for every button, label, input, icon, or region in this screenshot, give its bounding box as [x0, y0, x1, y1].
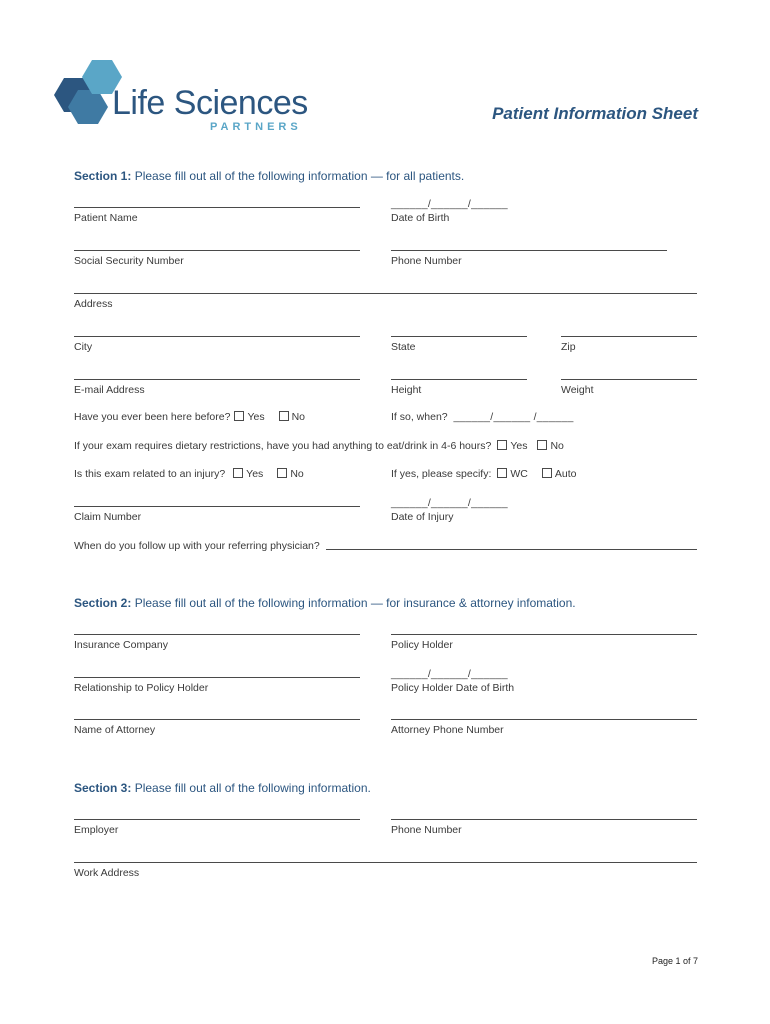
address-label: Address — [74, 298, 113, 310]
city-field[interactable] — [74, 336, 360, 337]
attorney-phone-label: Attorney Phone Number — [391, 724, 504, 736]
relationship-label: Relationship to Policy Holder — [74, 682, 209, 694]
email-field[interactable] — [74, 379, 360, 380]
date-of-injury-label: Date of Injury — [391, 511, 454, 523]
ssn-label: Social Security Number — [74, 255, 184, 267]
logo-title: Life Sciences — [112, 84, 308, 122]
section3-heading-bold: Section 3: — [74, 781, 132, 795]
section2-heading-bold: Section 2: — [74, 596, 132, 610]
wc-checkbox[interactable] — [497, 468, 507, 478]
weight-field[interactable] — [561, 379, 697, 380]
attorney-name-field[interactable] — [74, 719, 360, 720]
employer-phone-label: Phone Number — [391, 824, 462, 836]
state-field[interactable] — [391, 336, 527, 337]
work-address-field[interactable] — [74, 862, 697, 863]
been-here-no-checkbox[interactable] — [279, 411, 289, 421]
patient-name-label: Patient Name — [74, 212, 138, 224]
injury-specify — [391, 468, 577, 480]
employer-field[interactable] — [74, 819, 360, 820]
date-of-birth-field[interactable]: ______/______/______ — [391, 198, 508, 210]
injury-question — [74, 468, 304, 480]
zip-field[interactable] — [561, 336, 697, 337]
if-so-when-label: If so, when? — [391, 411, 448, 423]
if-so-when — [391, 411, 574, 423]
policy-holder-dob-field[interactable]: ______/______/______ — [391, 668, 508, 680]
phone-number-label: Phone Number — [391, 255, 462, 267]
been-here-yes-label: Yes — [247, 411, 265, 423]
been-here-question-text: Have you ever been here before? — [74, 411, 231, 423]
injury-no-label: No — [290, 468, 304, 480]
dietary-no-checkbox[interactable] — [537, 440, 547, 450]
injury-specify-text: If yes, please specify: — [391, 468, 492, 480]
city-label: City — [74, 341, 93, 353]
claim-number-field[interactable] — [74, 506, 360, 507]
section3-heading-text: Please fill out all of the following information. — [134, 781, 371, 795]
document-title: Patient Information Sheet — [492, 104, 698, 123]
height-field[interactable] — [391, 379, 527, 380]
state-label: State — [391, 341, 416, 353]
employer-label: Employer — [74, 824, 119, 836]
dietary-yes-checkbox[interactable] — [497, 440, 507, 450]
policy-holder-label: Policy Holder — [391, 639, 453, 651]
wc-label: WC — [510, 468, 528, 480]
weight-label: Weight — [561, 384, 594, 396]
policy-holder-dob-label: Policy Holder Date of Birth — [391, 682, 515, 694]
height-label: Height — [391, 384, 422, 396]
dietary-yes-label: Yes — [510, 440, 528, 452]
work-address-label: Work Address — [74, 867, 140, 879]
section1-heading-text: Please fill out all of the following information — for all patients. — [134, 169, 465, 183]
employer-phone-field[interactable] — [391, 819, 697, 820]
page-number: Page 1 of 7 — [651, 956, 698, 966]
dietary-question-text: If your exam requires dietary restrictions, have you had anything to eat/drink in 4-6 hours? — [74, 440, 492, 452]
if-so-when-date-field[interactable]: ______/______ /______ — [453, 411, 574, 423]
attorney-phone-field[interactable] — [391, 719, 697, 720]
auto-label: Auto — [554, 468, 577, 480]
insurance-company-field[interactable] — [74, 634, 360, 635]
dietary-no-label: No — [550, 440, 564, 452]
been-here-question — [74, 411, 305, 423]
section2-heading — [74, 596, 576, 610]
dietary-question — [74, 440, 564, 452]
been-here-no-label: No — [291, 411, 306, 423]
date-of-birth-label: Date of Birth — [391, 212, 450, 224]
policy-holder-field[interactable] — [391, 634, 697, 635]
follow-up-field[interactable] — [326, 549, 697, 550]
zip-label: Zip — [561, 341, 576, 353]
ssn-field[interactable] — [74, 250, 360, 251]
follow-up-question: When do you follow up with your referring physician? — [74, 540, 320, 552]
phone-number-field[interactable] — [391, 250, 667, 251]
relationship-field[interactable] — [74, 677, 360, 678]
injury-yes-checkbox[interactable] — [233, 468, 243, 478]
injury-no-checkbox[interactable] — [277, 468, 287, 478]
patient-name-field[interactable] — [74, 207, 360, 208]
injury-question-text: Is this exam related to an injury? — [74, 468, 226, 480]
injury-yes-label: Yes — [246, 468, 264, 480]
address-field[interactable] — [74, 293, 697, 294]
auto-checkbox[interactable] — [542, 468, 552, 478]
section1-heading-bold: Section 1: — [74, 169, 132, 183]
section3-heading — [74, 781, 371, 795]
been-here-yes-checkbox[interactable] — [234, 411, 244, 421]
date-of-injury-field[interactable]: ______/______/______ — [391, 497, 508, 509]
insurance-company-label: Insurance Company — [74, 639, 168, 651]
attorney-name-label: Name of Attorney — [74, 724, 156, 736]
email-label: E-mail Address — [74, 384, 145, 396]
claim-number-label: Claim Number — [74, 511, 142, 523]
section1-heading — [74, 169, 464, 183]
section2-heading-text: Please fill out all of the following information — for insurance & attorney infomation. — [134, 596, 576, 610]
logo-subtitle: PARTNERS — [210, 121, 302, 133]
